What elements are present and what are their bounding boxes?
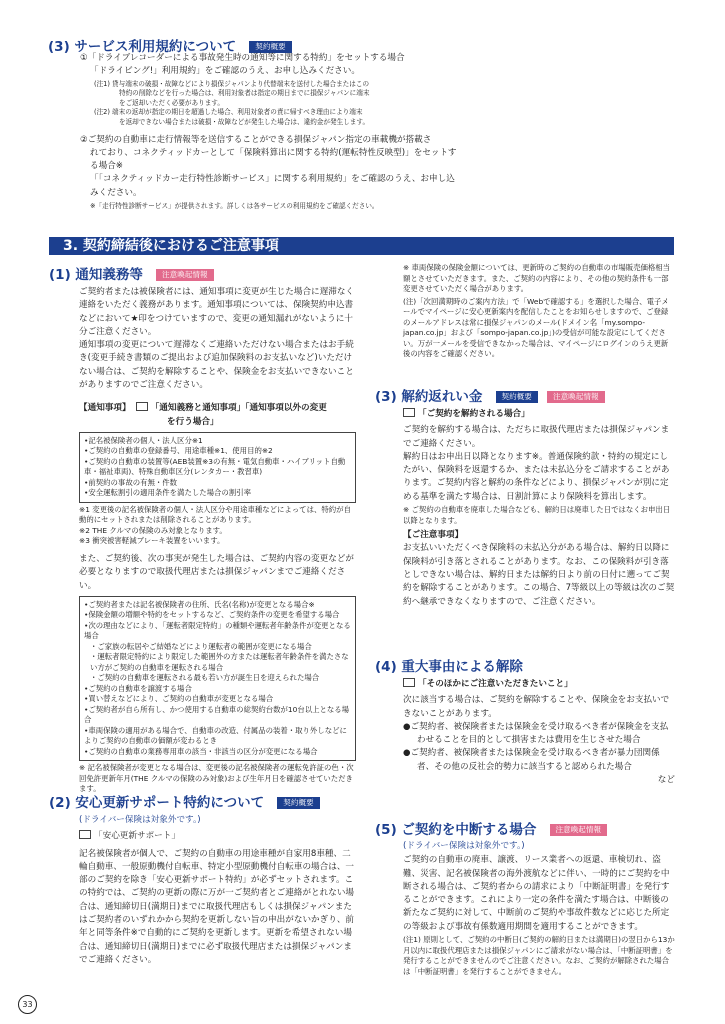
h3-badge-2: 注意喚起情報 [547, 391, 605, 403]
s3-n1a: (注1) 貸与端末の破損・故障などにより損保ジャパンより代替端末を送付した場合またはこの [94, 79, 370, 88]
tsuchi-ref-b: を行う場合」 [167, 416, 219, 427]
h5-sub: (ドライバー保険は対象外です。) [403, 841, 525, 851]
left-p1: ご契約者または被保険者には、通知事項に変更が生じた場合に遅滞なく連絡をいただく義務があります。通知事項については、保険契約申込書などにおいて★印をつけていますので、変更の通知漏れがないように十分ご注意ください。 [79, 287, 355, 337]
left-p3: また、ご契約後、次の事実が発生した場合は、ご契約内容の変更などが必要となりますので取扱代理店または損保ジャパンまでご連絡ください。 [79, 553, 355, 591]
box2-item: •車両保険の適用がある場合で、自動車の改造、付属品の装着・取り外しなどによりご契約の自動車の価額が変わるとき [84, 725, 347, 746]
right-section-3 [375, 385, 675, 609]
h3-ref: 「ご契約を解約される場合」 [403, 408, 675, 421]
box1-item: •安全運転割引の適用条件を満たした場合の割引率 [84, 488, 251, 498]
right-p7: お支払いいただくべき保険料の未払込分がある場合は、解約日以降に保険料が引き落とされることがあります。なお、この保険料が引き落としできない場合は、解約日または解約日より前の日付に遡ってご契約を解除することがあります。この場合、7等級以上の等級は次のご契約へ継承できなくなりますので、ご注意ください。 [403, 543, 675, 607]
left-p4: 記名被保険者が個人で、ご契約の自動車の用途車種が自家用8車種、二輪自動車、一般原動機付自転車、特定小型原動機付自転車の場合は、一部のご契約を除き「安心更新サポート特約」が必ずセットされます。この特約では、ご契約の更新の際に万が一ご契約者とご連絡がとれない場合は、通知締切日(満期日)までに取扱代理店もしくは損保ジャパンまたはご契約者のいずれかから契約を更新しない旨の申出がないかぎり、前年と同等条件※で自動的にご契約を更新します。更新を希望されない場合は、通知締切日(満期日)までに必ず取扱代理店または損保ジャパンまでご連絡ください。 [79, 848, 355, 965]
right-column [375, 263, 675, 360]
h4-row [375, 655, 675, 675]
right-note-a: ※ 車両保険の保険金額については、更新時のご契約の自動車の市場販売価格相当額とさせていただきます。また、ご契約の内容により、その他の契約条件も一部変更させていただく場合があります。 [403, 263, 671, 293]
h2-badge: 契約概要 [277, 797, 319, 809]
s3-n3: ※「走行特性診断サービス」が提供されます。詳しくは各サービスの利用規約をご確認ください。 [90, 202, 379, 211]
h2-row [49, 791, 356, 811]
h3-body [375, 408, 675, 609]
box1-item: •記名被保険者の個人・法人区分※1 [84, 435, 203, 445]
s3-p2b: れており、コネクティッドカーとして「保険料算出に関する特約(運転特性反映型)」をセットす [90, 147, 457, 158]
s3-p2d: 「「コネクティッドカー走行特性診断サービス」に関する利用規約」をご確認のうえ、お申し込 [90, 174, 455, 185]
h1-badge: 注意喚起情報 [156, 269, 214, 281]
s3-p1a: ①「ドライブレコーダーによる事故発生時の通知等に関する特約」をセットする場合 [80, 53, 405, 63]
h2-ref: 「安心更新サポート」 [79, 830, 356, 843]
box2-item: •買い替えなどにより、ご契約の自動車が変更となる場合 [84, 694, 274, 704]
h1-heading: (1) 通知義務等 [49, 267, 143, 283]
box2-item: •ご契約者が自ら所有し、かつ使用する自動車の総契約台数が10台以上となる場合 [84, 704, 350, 725]
h5-body [375, 840, 675, 977]
box2-item: •ご契約の自動車の業務専用車の該当・非該当の区分が変更になる場合 [84, 746, 318, 756]
s3-n2b: を返却できない場合または破損・故障などが発生した場合は、違約金が発生します。 [119, 117, 370, 126]
right-section-4 [375, 655, 675, 787]
box1-item: •ご契約の自動車の登録番号、用途車種※1、使用目的※2 [84, 446, 273, 456]
right-p9: ご契約の自動車の廃車、譲渡、リース業者への返還、車検切れ、盗難、災害、記名被保険者の海外渡航などに伴い、一時的にご契約を中断される場合は、ご契約者からの請求により「中断証明書」を発行することができます。これにより一定の条件を満たす場合は、中断後の新たなご契約に対して、中断前のご契約や事故件数などに応じた所定の等級および事故有係数適用期間を適用することができます。 [403, 855, 670, 932]
h2-body [49, 814, 356, 967]
box2-item: •ご契約者または記名被保険者の住所、氏名(名称)が変更となる場合※ [84, 599, 315, 609]
h3-row [375, 385, 675, 405]
h4-ref: 「そのほかにご注意いただきたいこと」 [403, 678, 675, 691]
s3-n2a: (注2) 端末の返却が指定の期日を超過した場合、利用対象者の責に帰すべき理由により端末 [94, 108, 363, 117]
s3-p2 [80, 134, 680, 212]
right-p5: ご契約を解約する場合は、ただちに取扱代理店または損保ジャパンまでご連絡ください。 [403, 425, 670, 449]
h3-badge-1: 契約概要 [496, 391, 538, 403]
section-bar: 3. 契約締結後におけるご注意事項 [49, 237, 674, 255]
box2-item: •次の理由などにより、「運転者限定特約」の種類や運転者年齢条件が変更となる場合 [84, 620, 351, 641]
box2-item: •ご契約の自動車を譲渡する場合 [84, 683, 192, 693]
s3-n1c: をご返却いただく必要があります。 [119, 98, 224, 107]
s3-p2e: みください。 [90, 187, 142, 198]
left-section-2 [49, 791, 356, 967]
h5-badge: 注意喚起情報 [550, 824, 608, 836]
right-li1: ●ご契約者、被保険者または保険金を受け取るべき者が保険金を支払わせることを目的として損害または費用を生じさせた場合 [403, 721, 669, 746]
right-section-5 [375, 818, 675, 977]
s3-p2a: ②ご契約の自動車に走行情報等を送信することができる損保ジャパン指定の車載機が搭載さ [80, 134, 432, 145]
h3-heading: (3) 解約返れい金 [375, 389, 483, 405]
left-body [49, 286, 356, 795]
change-box [79, 596, 356, 762]
notify-box [79, 432, 356, 503]
s3-p1b: 「ドライビング!」利用規約」をご確認のうえ、お申し込みください。 [90, 66, 360, 77]
tsuchi-ref-a: 「通知義務と通知事項」「通知事項以外の変更 [136, 403, 327, 413]
right-n9: (注1) 原則として、ご契約の中断日(ご契約の解約日または満期日)の翌日から13か月以内に取扱代理店または損保ジャパンにご請求がない場合は、「中断証明書」を発行することができませんのでご注意ください。なお、ご契約が解除された場合は「中断証明書」を発行することができません。 [403, 935, 675, 976]
box1-note: ※1 変更後の記名被保険者の個人・法人区分や用途車種などによっては、特約が自動的にセットされまたは削除されることがあります。 [79, 504, 351, 525]
h1-row [49, 263, 356, 283]
right-notes [375, 263, 675, 360]
h5-heading: (5) ご契約を中断する場合 [375, 822, 537, 838]
s3-notes1 [80, 80, 680, 128]
right-note-b: (注)「次回満期時のご案内方法」で「Webで確認する」を選択した場合、電子メールでマイページに安心更新案内を配信したことをお知らせしますので、ご登録のメールアドレスは常に損保ジャパンのメール(ドメイン名「my.sompo-japan.co.jp」および「sompo-japan.co.jp」)の受信が可能な設定にしてください。万が一メールを受信できなかった場合は、マイページにログインのうえ更新後の内容をご確認ください。 [403, 296, 669, 358]
s3-n1b: 特約の削除などを行った場合は、利用対象者は指定の期日までに損保ジャパンに端末 [119, 89, 370, 98]
h2-sub: (ドライバー保険は対象外です。) [79, 815, 201, 825]
left-column [49, 263, 356, 795]
page-number: 33 [18, 995, 37, 1014]
box2-item: ・ご家族の転居やご結婚などにより運転者の範囲が変更になる場合 [90, 641, 312, 651]
right-li2: ●ご契約者、被保険者または保険金を受け取るべき者が暴力団関係者、その他の反社会的勢力に該当すると認められた場合 [403, 748, 660, 772]
box2-item: ・運転者限定特約により限定した範囲外の方または運転者年齢条件を満たさない方がご契約の自動車を運転される場合 [90, 652, 349, 672]
box2-item: •保険金額の増額や特約をセットするなど、ご契約条件の変更を希望する場合 [84, 610, 340, 620]
box1-item: •前契約の事故の有無・件数 [84, 477, 178, 487]
left-p2: 通知事項の変更について遅滞なくご連絡いただけない場合またはお手続き(変更手続き書類のご提出および追加保険料のお支払いなど)いただけない場合は、ご契約を解除することや、保険金をお支払いできないことがありますのでご注意ください。 [79, 340, 354, 391]
right-p8: 次に該当する場合は、ご契約を解除することや、保険金をお支払いできないことがあります。 [403, 695, 670, 719]
box2-note: ※ 記名被保険者が変更となる場合は、変更後の記名被保険者の運転免許証の色・次回免許更新年月(THE クルマの保険のみ対象)および生年月日を確認させていただきます。 [79, 763, 354, 794]
right-chui: 【ご注意事項】 [403, 530, 464, 541]
s3-heading: (3) サービス利用規約について [48, 39, 237, 55]
box1-item: •ご契約の自動車の装置等(AEB装置※3の有無・電気自動車・ハイブリット自動車・福祉車両)、特殊自動車区分(レンタカー・教習車) [84, 456, 346, 477]
box2-item: ・ご契約の自動車を運転される最も若い方が誕生日を迎えられた場合 [90, 673, 320, 683]
tsuchi-row [79, 395, 356, 415]
h4-body [375, 678, 675, 787]
box1-note: ※3 衝突被害軽減ブレーキ装置をいいます。 [79, 536, 225, 546]
s3-badge: 契約概要 [249, 41, 291, 53]
s3-body [80, 52, 680, 212]
h5-row [375, 818, 675, 838]
h4-heading: (4) 重大事由による解除 [375, 659, 523, 675]
right-p6: 解約日はお申出日以降となります※。普通保険約款・特約の規定にしたがい、保険料を返還するか、または未払込分をご請求することがあります。ご契約内容と解約の条件などにより、損保ジャパンが別に定める基準を満たす場合は、日割計算により保険料を算出します。 [403, 451, 670, 502]
h2-heading: (2) 安心更新サポート特約について [49, 795, 265, 811]
tsuchi-label: 【通知事項】 [79, 403, 131, 414]
s3-p2c: る場合※ [90, 161, 123, 172]
box1-note: ※2 THE クルマの保険のみ対象となります。 [79, 525, 227, 535]
right-li2-end: など [657, 775, 675, 786]
right-n5: ※ ご契約の自動車を廃車した場合なども、解約日は廃車した日ではなくお申出日以降となります。 [403, 505, 671, 525]
